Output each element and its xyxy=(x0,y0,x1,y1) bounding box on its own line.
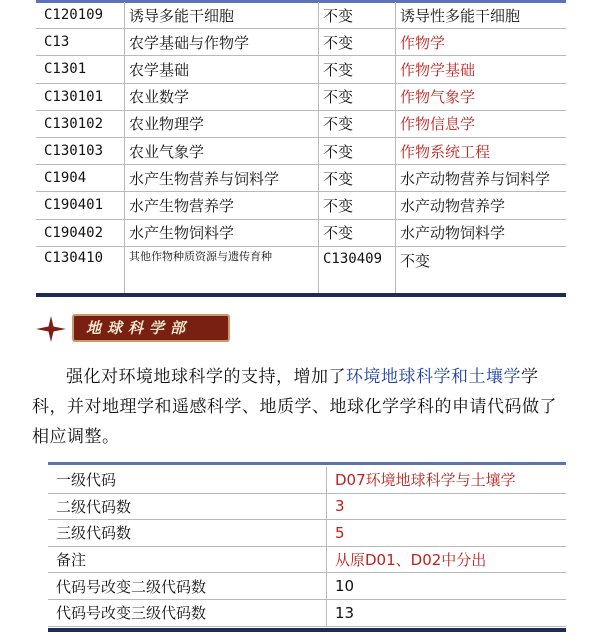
code-cell: C190401 xyxy=(36,192,125,219)
summary-label: 三级代码数 xyxy=(48,520,327,547)
code-table-row xyxy=(36,219,566,246)
name-cell: 水产生物饲料学 xyxy=(125,219,319,246)
status-cell: 不变 xyxy=(319,83,396,110)
summary-value: 从原D01、D02中分出 xyxy=(327,546,567,573)
name-cell: 农学基础与作物学 xyxy=(125,29,319,56)
name-cell: 其他作物种质资源与遗传育种 xyxy=(125,246,319,296)
name-cell: 农业气象学 xyxy=(125,137,319,164)
status-cell: 不变 xyxy=(319,110,396,137)
summary-value: 10 xyxy=(327,573,567,600)
name-cell: 水产生物营养学 xyxy=(125,192,319,219)
code-table-row xyxy=(36,56,566,83)
section-heading xyxy=(36,312,236,346)
new-name-cell: 作物学基础 xyxy=(396,56,567,83)
code-cell: C1301 xyxy=(36,56,125,83)
summary-label: 备注 xyxy=(48,546,327,573)
code-cell: C130410 xyxy=(36,246,125,296)
new-name-cell: 水产动物饲料学 xyxy=(396,219,567,246)
code-table-row xyxy=(36,2,566,29)
status-cell: 不变 xyxy=(319,137,396,164)
new-name-cell: 作物系统工程 xyxy=(396,137,567,164)
status-cell: 不变 xyxy=(319,29,396,56)
new-name-cell: 不变 xyxy=(396,246,567,296)
summary-label: 代码号改变二级代码数 xyxy=(48,573,327,600)
summary-table-row xyxy=(48,546,566,573)
code-table-row xyxy=(36,192,566,219)
status-cell: 不变 xyxy=(319,2,396,29)
code-cell: C190402 xyxy=(36,219,125,246)
status-cell: C130409 xyxy=(319,246,396,296)
code-cell: C130101 xyxy=(36,83,125,110)
code-cell: C13 xyxy=(36,29,125,56)
summary-top-rule xyxy=(48,462,566,465)
status-cell: 不变 xyxy=(319,56,396,83)
status-cell: 不变 xyxy=(319,192,396,219)
new-name-cell: 水产动物营养学 xyxy=(396,192,567,219)
code-table xyxy=(36,2,566,297)
code-table-row xyxy=(36,83,566,110)
summary-table-row xyxy=(48,467,566,493)
summary-value: D07环境地球科学与土壤学 xyxy=(327,467,567,493)
new-name-cell: 水产动物营养与饲料学 xyxy=(396,165,567,192)
star-icon xyxy=(36,316,66,342)
paragraph-text-after: 学科，并对地理学和遥感科学、地质学、地球化学学科的申请代码做了相应调整。 xyxy=(32,367,557,447)
code-cell: C120109 xyxy=(36,2,125,29)
paragraph-highlight: 环境地球科学和土壤学 xyxy=(346,367,521,387)
summary-table-row xyxy=(48,520,566,547)
code-table-row xyxy=(36,137,566,164)
status-cell: 不变 xyxy=(319,165,396,192)
summary-table-row xyxy=(48,573,566,600)
new-name-cell: 作物气象学 xyxy=(396,83,567,110)
name-cell: 农业数学 xyxy=(125,83,319,110)
paragraph-text-before: 强化对环境地球科学的支持，增加了 xyxy=(66,367,346,387)
summary-value: 5 xyxy=(327,520,567,547)
new-name-cell: 诱导性多能干细胞 xyxy=(396,2,567,29)
name-cell: 诱导多能干细胞 xyxy=(125,2,319,29)
name-cell: 水产生物营养与饲料学 xyxy=(125,165,319,192)
code-table-row xyxy=(36,29,566,56)
summary-label: 二级代码数 xyxy=(48,493,327,520)
summary-value: 3 xyxy=(327,493,567,520)
section-title: 地球科学部 xyxy=(72,314,230,342)
summary-bottom-rule xyxy=(48,628,566,632)
code-table-row xyxy=(36,246,566,296)
new-name-cell: 作物信息学 xyxy=(396,110,567,137)
summary-table-row xyxy=(48,493,566,520)
description-paragraph xyxy=(32,362,560,452)
summary-label: 代码号改变三级代码数 xyxy=(48,599,327,626)
code-cell: C130102 xyxy=(36,110,125,137)
code-cell: C1904 xyxy=(36,165,125,192)
code-table-row xyxy=(36,110,566,137)
code-cell: C130103 xyxy=(36,137,125,164)
name-cell: 农学基础 xyxy=(125,56,319,83)
name-cell: 农业物理学 xyxy=(125,110,319,137)
summary-table-row xyxy=(48,599,566,626)
summary-table xyxy=(48,467,566,627)
summary-label: 一级代码 xyxy=(48,467,327,493)
new-name-cell: 作物学 xyxy=(396,29,567,56)
status-cell: 不变 xyxy=(319,219,396,246)
code-table-row xyxy=(36,165,566,192)
summary-value: 13 xyxy=(327,599,567,626)
code-table-bottom-rule xyxy=(36,293,566,297)
